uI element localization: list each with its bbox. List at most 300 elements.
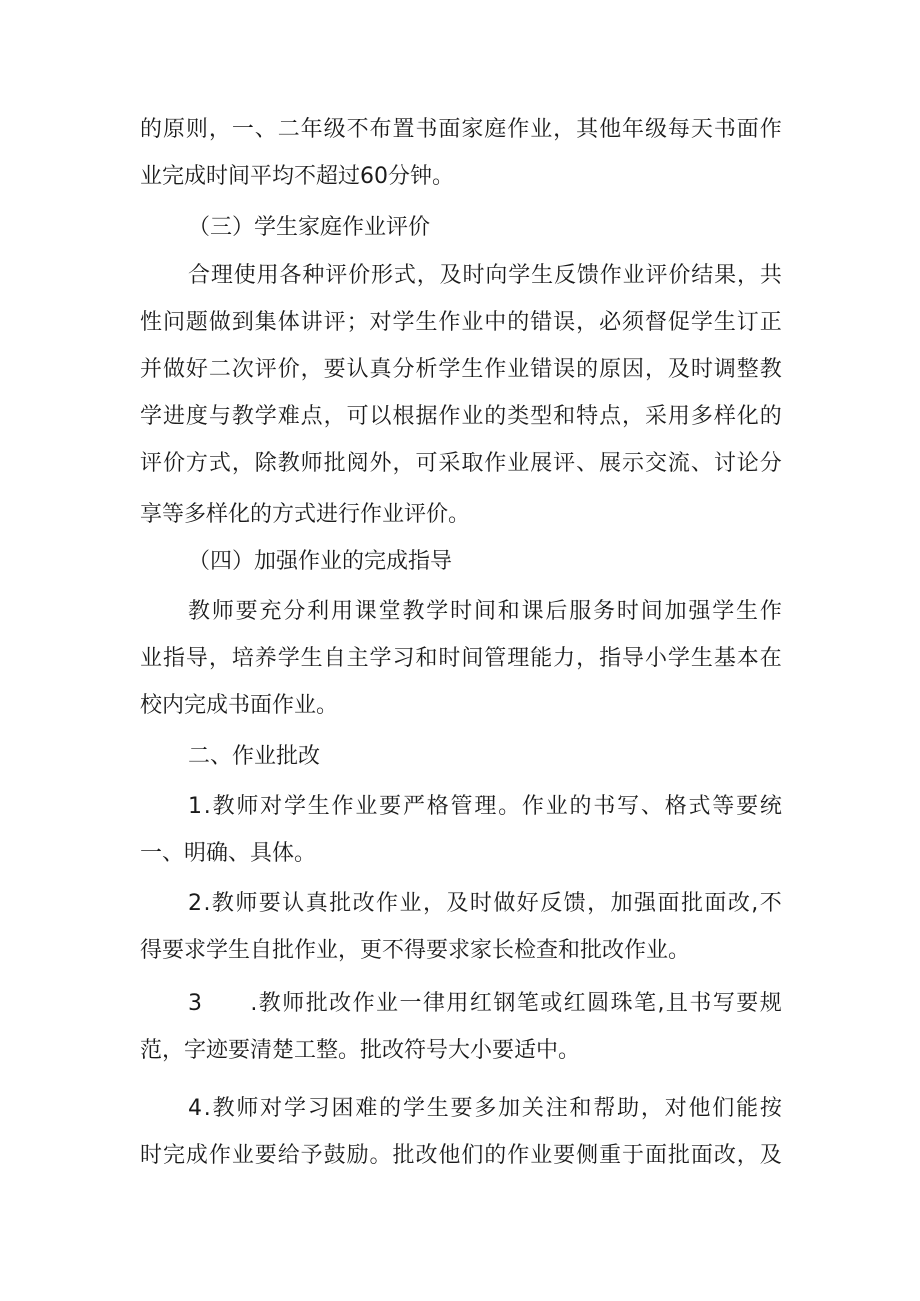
text-char: 教 (212, 1096, 235, 1121)
text-char: 加 (610, 891, 633, 916)
text-char: . (203, 891, 211, 916)
text-char: 且 (665, 991, 688, 1016)
text-char: 对 (664, 1096, 687, 1121)
text-char: 后 (545, 599, 568, 624)
text-char: 二 (208, 357, 231, 382)
text-char: 年 (622, 117, 645, 142)
text-char: ， (422, 891, 445, 916)
text-char: 业 (376, 991, 399, 1016)
text-char: 理 (474, 794, 497, 819)
text-char: 学 (283, 1096, 306, 1121)
text-char: 严 (402, 794, 425, 819)
text-char: 好 (185, 357, 208, 382)
text-char: 用 (256, 263, 279, 288)
text-char: 评 (325, 263, 348, 288)
text-char: 间 (461, 646, 484, 671)
text-char: ， (644, 357, 667, 382)
text-char: ， (576, 310, 599, 335)
text-char: 真 (305, 891, 328, 916)
text-char: 可 (415, 451, 438, 476)
text-line (188, 789, 782, 825)
text-char: 交 (644, 451, 667, 476)
text-char: 学 (254, 404, 277, 429)
text-char: 间 (640, 599, 663, 624)
text-char: 二 (277, 117, 300, 142)
text-char: 生 (415, 310, 438, 335)
text-char: 向 (485, 263, 508, 288)
text-char: 分 (392, 357, 415, 382)
text-char: 题 (185, 310, 208, 335)
text-char: 学 (667, 646, 690, 671)
text-char: 用 (446, 991, 469, 1016)
text-char: 教 (231, 404, 254, 429)
text-char: 认 (346, 357, 369, 382)
text-char: 指 (162, 646, 185, 671)
text-char: 一 (399, 991, 422, 1016)
text-char: ， (323, 404, 346, 429)
text-char: 须 (622, 310, 645, 335)
text-char: 不 (346, 117, 369, 142)
text-char: 做 (162, 357, 185, 382)
text-char: 业 (461, 310, 484, 335)
text-char: 生 (690, 646, 713, 671)
text-char: 钢 (493, 991, 516, 1016)
text-char: 生 (713, 310, 736, 335)
text-char: 养 (254, 646, 277, 671)
text-char: 认 (282, 891, 305, 916)
text-char: 学 (369, 646, 392, 671)
text-char: ， (416, 263, 439, 288)
text-char: 流 (667, 451, 690, 476)
text-char: 订 (736, 310, 759, 335)
text-char: 教 (277, 451, 300, 476)
text-char: 师 (236, 1096, 259, 1121)
text-char: 展 (599, 451, 622, 476)
text-char: 写 (712, 991, 735, 1016)
text-char: 不 (759, 891, 782, 916)
text-char: 错 (530, 357, 553, 382)
text-char: 学 (508, 263, 531, 288)
text-char: 多 (690, 404, 713, 429)
text-char: 天 (690, 117, 713, 142)
text-char: 对 (260, 794, 283, 819)
text-char: ， (587, 891, 610, 916)
text-char: 促 (667, 310, 690, 335)
text-line (188, 594, 782, 630)
text-char: 次 (231, 357, 254, 382)
text-char: 因 (622, 357, 645, 382)
text-char: 时 (438, 646, 461, 671)
text-char: 作 (484, 357, 507, 382)
text-char: 他 (599, 117, 622, 142)
text-char: 加 (664, 599, 687, 624)
text-char: 指 (599, 646, 622, 671)
text-char: . (203, 794, 211, 819)
text-char: 师 (300, 451, 323, 476)
text-char: 生 (307, 794, 330, 819)
text-char: 笔 (634, 991, 657, 1016)
text-char: 面 (644, 1143, 667, 1168)
text-char: 于 (622, 1143, 645, 1168)
text-char: ， (640, 1096, 663, 1121)
text-char: 。 (498, 794, 521, 819)
text-char: 的 (140, 117, 163, 142)
text-char: 师 (282, 991, 305, 1016)
text-char: 学 (392, 310, 415, 335)
text-char: 难 (277, 404, 300, 429)
text-char: 服 (569, 599, 592, 624)
text-char: 鼓 (323, 1143, 346, 1168)
text-char: 堂 (378, 599, 401, 624)
text-char: 业 (231, 1143, 254, 1168)
section-heading: （四）加强作业的完成指导 (188, 549, 453, 574)
text-char: 好 (516, 891, 539, 916)
text-char: 作 (438, 404, 461, 429)
text-char: 分 (759, 451, 782, 476)
text-char: 并 (140, 357, 163, 382)
text-char: ， (737, 263, 760, 288)
text-char: 要 (450, 1096, 473, 1121)
text-char: 根 (392, 404, 415, 429)
text-char: 在 (759, 646, 782, 671)
section-heading: 二、作业批改 (188, 744, 321, 769)
text-char: 使 (233, 263, 256, 288)
text-line (188, 1091, 782, 1127)
text-char: 正 (759, 310, 782, 335)
text-char: 馈 (563, 891, 586, 916)
text-char: 业 (140, 646, 163, 671)
text-char: 及 (667, 357, 690, 382)
text-line (140, 112, 782, 148)
text-line: 得要求学生自批作业，更不得要求家长检查和批改作业。 (140, 938, 691, 963)
text-char: 生 (736, 599, 759, 624)
text-char: ， (553, 117, 576, 142)
text-char: 面 (736, 117, 759, 142)
text-char: 析 (415, 357, 438, 382)
text-char: 每 (667, 117, 690, 142)
text-char: 合 (188, 263, 211, 288)
text-char: 加 (498, 1096, 521, 1121)
text-char: 分 (283, 599, 306, 624)
text-char: 圆 (587, 991, 610, 1016)
text-char: 给 (277, 1143, 300, 1168)
text-char: 业 (507, 451, 530, 476)
text-char: 面 (690, 1143, 713, 1168)
text-char: 教 (211, 891, 234, 916)
text-char: 习 (392, 646, 415, 671)
text-char: 和 (569, 1096, 592, 1121)
text-line (188, 886, 782, 922)
text-char: 反 (554, 263, 577, 288)
text-char: 关 (521, 1096, 544, 1121)
text-char: 反 (540, 891, 563, 916)
text-char: 可 (346, 404, 369, 429)
text-char: 布 (369, 117, 392, 142)
text-char: 要 (736, 991, 759, 1016)
text-char: 小 (644, 646, 667, 671)
text-char: 红 (563, 991, 586, 1016)
text-char: 强 (688, 599, 711, 624)
text-char: 用 (667, 404, 690, 429)
text-char: 业 (530, 1143, 553, 1168)
text-char: 做 (493, 891, 516, 916)
text-char: 或 (540, 991, 563, 1016)
text-char: 到 (231, 310, 254, 335)
text-char: 年 (300, 117, 323, 142)
text-line: 一、明确、具体。 (140, 841, 317, 866)
text-char: 学 (438, 357, 461, 382)
text-char: 要 (379, 794, 402, 819)
text-line (140, 641, 782, 677)
text-char: 取 (461, 451, 484, 476)
text-char: 形 (371, 263, 394, 288)
text-line: 享等多样化的方式进行作业评价。 (140, 502, 471, 527)
text-char: 时 (616, 599, 639, 624)
text-char: 生 (461, 357, 484, 382)
text-char: 1 (188, 794, 202, 819)
text-char: 学 (712, 599, 735, 624)
text-char: 问 (162, 310, 185, 335)
text-line: 校内完成书面作业。 (140, 693, 339, 718)
text-char: 时 (450, 599, 473, 624)
text-char: 批 (680, 891, 703, 916)
text-char: 对 (369, 310, 392, 335)
text-char: 改 (713, 1143, 736, 1168)
text-char: 批 (667, 1143, 690, 1168)
text-line (140, 446, 782, 482)
text-char: 式 (208, 451, 231, 476)
text-char: 价 (348, 263, 371, 288)
text-char: 学 (283, 794, 306, 819)
text-char: 家 (461, 117, 484, 142)
text-line (140, 305, 782, 341)
text-char: 学 (402, 1096, 425, 1121)
text-char: 要 (323, 357, 346, 382)
text-char: 作 (484, 451, 507, 476)
text-char: 学 (140, 404, 163, 429)
text-char: 教 (258, 991, 281, 1016)
text-char: 导 (185, 646, 208, 671)
text-char: 要 (254, 1143, 277, 1168)
text-char: 3 (188, 991, 202, 1016)
text-char: 类 (507, 404, 530, 429)
text-char: 红 (469, 991, 492, 1016)
text-char: 阅 (346, 451, 369, 476)
text-char: 时 (140, 1143, 163, 1168)
text-char: 面 (657, 891, 680, 916)
text-char: ， (208, 646, 231, 671)
text-char: 教 (212, 794, 235, 819)
text-char: ， (392, 451, 415, 476)
text-char: 馈 (576, 263, 599, 288)
text-char: 生 (426, 1096, 449, 1121)
text-char: 助 (617, 1096, 640, 1121)
text-char: 作 (759, 117, 782, 142)
text-char: 集 (254, 310, 277, 335)
text-char: 难 (355, 1096, 378, 1121)
text-char: 充 (259, 599, 282, 624)
text-char: 的 (507, 310, 530, 335)
text-char: 进 (162, 404, 185, 429)
text-char: 自 (323, 646, 346, 671)
text-line (188, 258, 782, 294)
text-char: 的 (379, 1096, 402, 1121)
text-char: 格 (426, 794, 449, 819)
text-char: 按 (759, 1096, 782, 1121)
text-char: 他 (688, 1096, 711, 1121)
text-char: 成 (185, 1143, 208, 1168)
text-char: 、 (640, 794, 663, 819)
text-char: 作 (376, 891, 399, 916)
text-char: 作 (438, 310, 461, 335)
text-char: 格 (664, 794, 687, 819)
text-char: 教 (188, 599, 211, 624)
text-char: 的 (759, 404, 782, 429)
text-char: 2 (188, 891, 202, 916)
text-char: 注 (545, 1096, 568, 1121)
text-char: 他 (438, 1143, 461, 1168)
text-char: 学 (690, 310, 713, 335)
text-char: 评 (553, 451, 576, 476)
text-char: 作 (507, 1143, 530, 1168)
text-char: 和 (497, 599, 520, 624)
text-char: 4 (188, 1096, 202, 1121)
text-char: 庭 (484, 117, 507, 142)
text-char: 的 (576, 357, 599, 382)
text-char: 培 (231, 646, 254, 671)
text-char: 督 (644, 310, 667, 335)
text-char: 生 (531, 263, 554, 288)
text-char: 面 (704, 891, 727, 916)
text-char: 等 (712, 794, 735, 819)
text-char: 要 (736, 794, 759, 819)
text-char: 与 (208, 404, 231, 429)
text-char: 作 (352, 991, 375, 1016)
text-char: 置 (392, 117, 415, 142)
text-line (140, 399, 782, 435)
text-char: 管 (450, 794, 473, 819)
text-char: 励 (346, 1143, 369, 1168)
text-char: 课 (354, 599, 377, 624)
text-char: 其 (576, 117, 599, 142)
text-char: 则 (185, 117, 208, 142)
text-char: 方 (185, 451, 208, 476)
text-char: 业 (507, 357, 530, 382)
text-char: 时 (462, 263, 485, 288)
text-char: 整 (736, 357, 759, 382)
text-char: 展 (530, 451, 553, 476)
text-char: 教 (402, 599, 425, 624)
text-char: 的 (569, 794, 592, 819)
text-char: 价 (668, 263, 691, 288)
text-char: 作 (331, 794, 354, 819)
text-char: 律 (422, 991, 445, 1016)
text-char: 师 (235, 891, 258, 916)
text-char: 师 (211, 599, 234, 624)
text-char: 导 (622, 646, 645, 671)
text-char: 师 (236, 794, 259, 819)
text-char: 业 (545, 794, 568, 819)
text-char (203, 986, 225, 1022)
text-char: 务 (593, 599, 616, 624)
text-char: 帮 (593, 1096, 616, 1121)
text-char: 统 (759, 794, 782, 819)
text-char: ； (346, 310, 369, 335)
text-char: 的 (484, 1143, 507, 1168)
text-char: 评 (645, 263, 668, 288)
text-char: 利 (307, 599, 330, 624)
text-char: 、 (690, 451, 713, 476)
text-char: 习 (307, 1096, 330, 1121)
text-char: 珠 (610, 991, 633, 1016)
text-char: 种 (302, 263, 325, 288)
text-char: 样 (713, 404, 736, 429)
text-char: 讲 (300, 310, 323, 335)
text-char: 书 (593, 794, 616, 819)
text-char: 外 (369, 451, 392, 476)
text-char: ， (622, 404, 645, 429)
text-char: 误 (553, 310, 576, 335)
text-char: 时 (690, 357, 713, 382)
text-char: 业 (622, 263, 645, 288)
text-char: 主 (346, 646, 369, 671)
section-heading: （三）学生家庭作业评价 (188, 215, 431, 240)
text-char: 要 (258, 891, 281, 916)
text-char: 用 (330, 599, 353, 624)
text-char: 原 (162, 117, 185, 142)
text-char: 业 (399, 891, 422, 916)
text-char: 作 (507, 117, 530, 142)
text-char: 能 (530, 646, 553, 671)
text-char: 要 (553, 1143, 576, 1168)
text-char: 。 (369, 1143, 392, 1168)
text-char: 基 (713, 646, 736, 671)
text-char: 以 (369, 404, 392, 429)
text-char: ， (231, 451, 254, 476)
text-line: 范，字迹要清楚工整。批改符号大小要适中。 (140, 1038, 581, 1063)
text-char: . (250, 991, 258, 1016)
text-char: 改 (727, 891, 750, 916)
text-char: 级 (323, 117, 346, 142)
text-char: ， (300, 357, 323, 382)
text-char: 共 (759, 263, 782, 288)
text-char: 能 (736, 1096, 759, 1121)
text-char: 及 (446, 891, 469, 916)
text-char: 评 (323, 310, 346, 335)
text-char: 多 (474, 1096, 497, 1121)
text-char: 管 (484, 646, 507, 671)
text-char: 规 (759, 991, 782, 1016)
text-char: 作 (208, 1143, 231, 1168)
text-char: 中 (484, 310, 507, 335)
text-char: 除 (254, 451, 277, 476)
text-char: 错 (530, 310, 553, 335)
text-char: 教 (759, 357, 782, 382)
text-char: 侧 (576, 1143, 599, 1168)
text-char: ， (736, 1143, 759, 1168)
text-char: 讨 (713, 451, 736, 476)
text-char: , (657, 991, 665, 1016)
text-line (140, 352, 782, 388)
text-char: 点 (300, 404, 323, 429)
text-char: 的 (484, 404, 507, 429)
text-char: 评 (254, 357, 277, 382)
text-char: 书 (415, 117, 438, 142)
text-char: 一 (231, 117, 254, 142)
text-char: 果 (714, 263, 737, 288)
text-char: 作 (759, 599, 782, 624)
text-char: 采 (644, 404, 667, 429)
